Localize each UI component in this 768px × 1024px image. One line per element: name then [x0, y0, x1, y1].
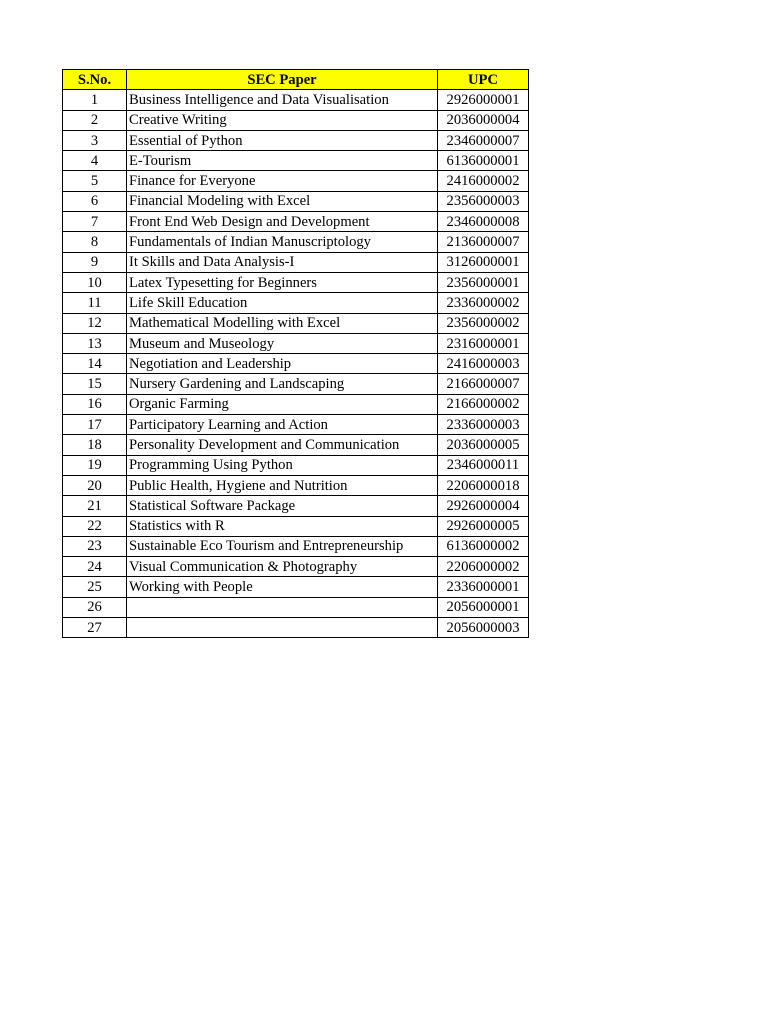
- upc-cell: 2926000004: [438, 496, 529, 516]
- upc-cell: 2356000002: [438, 313, 529, 333]
- upc-cell: 6136000002: [438, 536, 529, 556]
- table-row: [63, 293, 529, 313]
- sec-paper-cell: Museum and Museology: [127, 333, 438, 353]
- sec-paper-cell: Participatory Learning and Action: [127, 415, 438, 435]
- sno-cell: 21: [63, 496, 127, 516]
- table-row: [63, 597, 529, 617]
- sec-paper-cell: Nursery Gardening and Landscaping: [127, 374, 438, 394]
- upc-cell: 2036000004: [438, 110, 529, 130]
- header-row: [63, 70, 529, 90]
- table-row: [63, 536, 529, 556]
- upc-cell: 2206000002: [438, 557, 529, 577]
- sec-paper-cell: Mathematical Modelling with Excel: [127, 313, 438, 333]
- upc-cell: 2926000005: [438, 516, 529, 536]
- upc-cell: 2346000008: [438, 212, 529, 232]
- table-row: [63, 151, 529, 171]
- upc-cell: 2356000003: [438, 191, 529, 211]
- upc-cell: 2136000007: [438, 232, 529, 252]
- upc-cell: 2416000003: [438, 354, 529, 374]
- sno-cell: 11: [63, 293, 127, 313]
- table-row: [63, 313, 529, 333]
- table-row: [63, 171, 529, 191]
- upc-cell: 3126000001: [438, 252, 529, 272]
- sno-cell: 15: [63, 374, 127, 394]
- upc-cell: 2416000002: [438, 171, 529, 191]
- table-row: [63, 455, 529, 475]
- sno-cell: 13: [63, 333, 127, 353]
- sec-paper-table: [62, 69, 529, 638]
- table-row: [63, 496, 529, 516]
- upc-cell: 2036000005: [438, 435, 529, 455]
- sno-cell: 24: [63, 557, 127, 577]
- table-row: [63, 475, 529, 495]
- sec-paper-cell: Statistics with R: [127, 516, 438, 536]
- sno-cell: 23: [63, 536, 127, 556]
- table-row: [63, 212, 529, 232]
- sno-cell: 16: [63, 394, 127, 414]
- sec-paper-cell: Fundamentals of Indian Manuscriptology: [127, 232, 438, 252]
- sec-paper-cell: Finance for Everyone: [127, 171, 438, 191]
- header-sno: S.No.: [63, 70, 127, 90]
- table-row: [63, 435, 529, 455]
- sno-cell: 9: [63, 252, 127, 272]
- sno-cell: 3: [63, 130, 127, 150]
- table-body: [63, 90, 529, 638]
- upc-cell: 2336000001: [438, 577, 529, 597]
- sec-paper-cell: Programming Using Python: [127, 455, 438, 475]
- sno-cell: 8: [63, 232, 127, 252]
- table-row: [63, 110, 529, 130]
- sno-cell: 27: [63, 618, 127, 638]
- sno-cell: 6: [63, 191, 127, 211]
- upc-cell: 2336000003: [438, 415, 529, 435]
- upc-cell: 6136000001: [438, 151, 529, 171]
- sec-paper-cell: Public Health, Hygiene and Nutrition: [127, 475, 438, 495]
- sec-paper-cell: [127, 597, 438, 617]
- sec-paper-cell: Personality Development and Communication: [127, 435, 438, 455]
- table-row: [63, 90, 529, 110]
- upc-cell: 2356000001: [438, 272, 529, 292]
- sno-cell: 10: [63, 272, 127, 292]
- sno-cell: 26: [63, 597, 127, 617]
- table-row: [63, 374, 529, 394]
- sno-cell: 1: [63, 90, 127, 110]
- header-sec-paper: SEC Paper: [127, 70, 438, 90]
- sec-paper-cell: [127, 618, 438, 638]
- sno-cell: 4: [63, 151, 127, 171]
- sec-paper-cell: Business Intelligence and Data Visualisation: [127, 90, 438, 110]
- sec-paper-cell: Visual Communication & Photography: [127, 557, 438, 577]
- sno-cell: 14: [63, 354, 127, 374]
- table-row: [63, 354, 529, 374]
- sno-cell: 20: [63, 475, 127, 495]
- upc-cell: 2056000001: [438, 597, 529, 617]
- sec-paper-cell: E-Tourism: [127, 151, 438, 171]
- sec-paper-cell: Statistical Software Package: [127, 496, 438, 516]
- sno-cell: 22: [63, 516, 127, 536]
- table-row: [63, 130, 529, 150]
- table-row: [63, 191, 529, 211]
- upc-cell: 2316000001: [438, 333, 529, 353]
- sec-paper-cell: Creative Writing: [127, 110, 438, 130]
- sno-cell: 5: [63, 171, 127, 191]
- table-row: [63, 415, 529, 435]
- sno-cell: 17: [63, 415, 127, 435]
- sno-cell: 19: [63, 455, 127, 475]
- sec-paper-cell: Organic Farming: [127, 394, 438, 414]
- upc-cell: 2336000002: [438, 293, 529, 313]
- sec-paper-cell: Essential of Python: [127, 130, 438, 150]
- upc-cell: 2926000001: [438, 90, 529, 110]
- sno-cell: 2: [63, 110, 127, 130]
- table-row: [63, 394, 529, 414]
- table-row: [63, 618, 529, 638]
- sec-paper-cell: It Skills and Data Analysis-I: [127, 252, 438, 272]
- table-row: [63, 557, 529, 577]
- sec-paper-cell: Financial Modeling with Excel: [127, 191, 438, 211]
- sec-paper-cell: Sustainable Eco Tourism and Entrepreneurship: [127, 536, 438, 556]
- sec-paper-cell: Life Skill Education: [127, 293, 438, 313]
- sec-paper-cell: Working with People: [127, 577, 438, 597]
- sec-paper-cell: Front End Web Design and Development: [127, 212, 438, 232]
- table-row: [63, 252, 529, 272]
- table-row: [63, 232, 529, 252]
- table-row: [63, 516, 529, 536]
- upc-cell: 2346000007: [438, 130, 529, 150]
- upc-cell: 2346000011: [438, 455, 529, 475]
- header-upc: UPC: [438, 70, 529, 90]
- upc-cell: 2166000002: [438, 394, 529, 414]
- table-row: [63, 333, 529, 353]
- sno-cell: 7: [63, 212, 127, 232]
- sno-cell: 12: [63, 313, 127, 333]
- upc-cell: 2056000003: [438, 618, 529, 638]
- table-row: [63, 272, 529, 292]
- table-row: [63, 577, 529, 597]
- upc-cell: 2206000018: [438, 475, 529, 495]
- sec-paper-cell: Latex Typesetting for Beginners: [127, 272, 438, 292]
- sno-cell: 18: [63, 435, 127, 455]
- upc-cell: 2166000007: [438, 374, 529, 394]
- sno-cell: 25: [63, 577, 127, 597]
- sec-paper-cell: Negotiation and Leadership: [127, 354, 438, 374]
